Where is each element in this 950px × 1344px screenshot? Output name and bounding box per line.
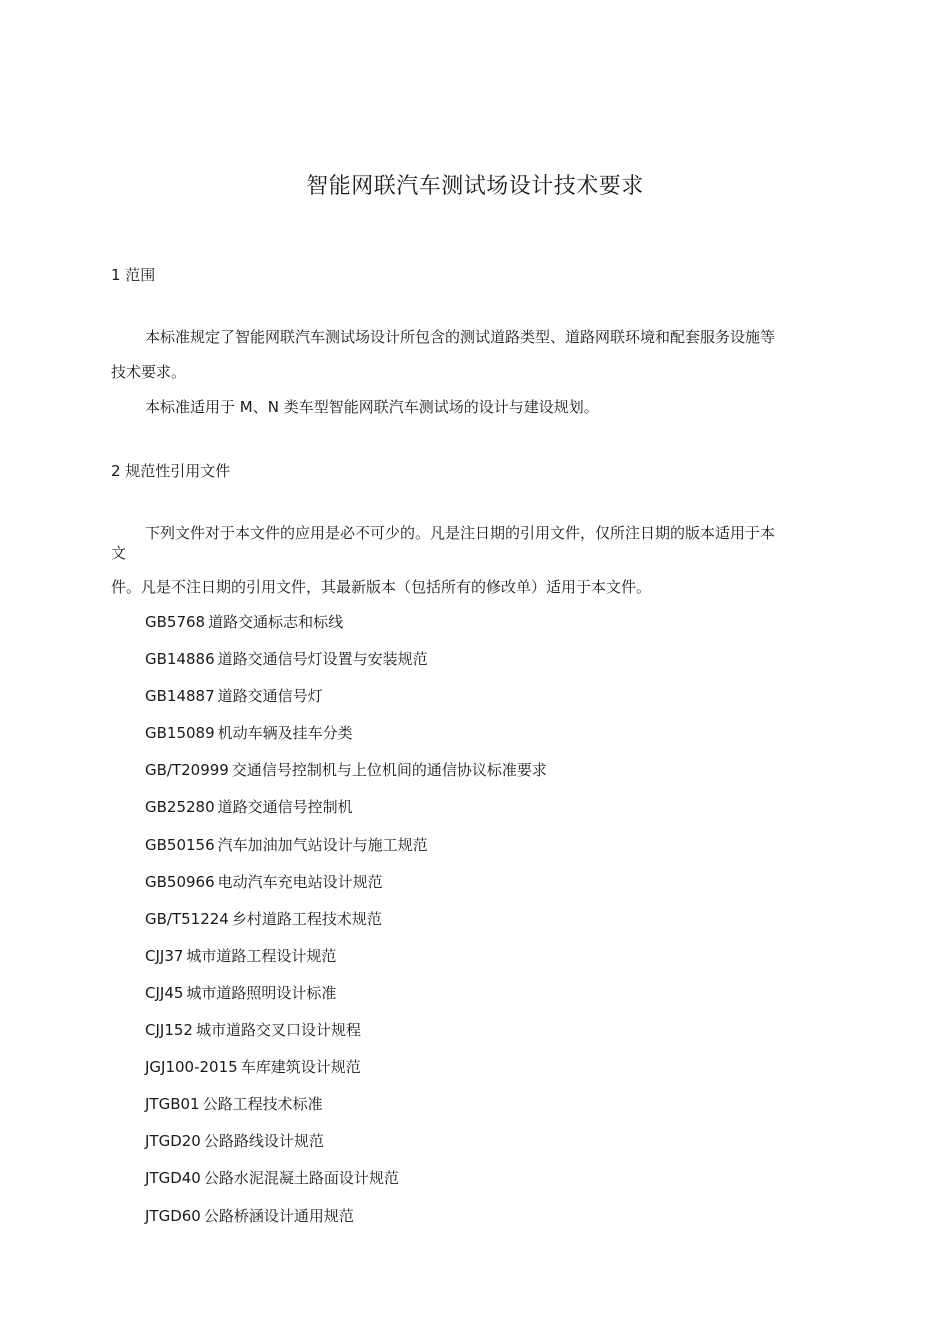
reference-name: 公路路线设计规范 (203, 1132, 324, 1151)
reference-code: JTGB01 (145, 1095, 200, 1114)
reference-item (145, 1131, 547, 1168)
reference-item (145, 686, 547, 723)
reference-item (145, 946, 547, 983)
reference-code: CJJ45 (145, 983, 184, 1002)
reference-item (145, 723, 547, 760)
scope-paragraph-line-2: 技术要求。 (111, 363, 187, 381)
reference-name: 城市道路工程设计规范 (186, 946, 337, 965)
scope-applicability-paragraph: 本标准适用于 M、N 类车型智能网联汽车测试场的设计与建设规划。 (145, 398, 599, 416)
reference-code: JGJ100-2015 (145, 1058, 238, 1077)
scope-paragraph-line-1: 本标准规定了智能网联汽车测试场设计所包含的测试道路类型、道路网联环境和配套服务设施等 (145, 328, 776, 346)
reference-name: 汽车加油加气站设计与施工规范 (217, 835, 428, 854)
reference-code: CJJ152 (145, 1021, 193, 1040)
reference-code: GB50156 (145, 835, 215, 854)
reference-item (145, 797, 547, 834)
reference-code: CJJ37 (145, 946, 184, 965)
reference-code: GB14887 (145, 687, 215, 706)
reference-name: 交通信号控制机与上位机间的通信协议标准要求 (231, 761, 547, 780)
reference-code: JTGD20 (145, 1132, 201, 1151)
reference-item (145, 1168, 547, 1205)
reference-name: 乡村道路工程技术规范 (231, 909, 382, 928)
reference-list (145, 612, 547, 1243)
reference-name: 公路水泥混凝土路面设计规范 (203, 1169, 399, 1188)
references-intro-line-2: 文 (111, 544, 127, 562)
reference-code: GB14886 (145, 650, 215, 669)
section-heading-scope: 1 范围 (111, 266, 156, 284)
reference-code: JTGD60 (145, 1206, 201, 1225)
reference-name: 机动车辆及挂车分类 (217, 724, 353, 743)
reference-code: GB25280 (145, 798, 215, 817)
reference-name: 公路桥涵设计通用规范 (203, 1206, 354, 1225)
reference-code: GB15089 (145, 724, 215, 743)
reference-item (145, 835, 547, 872)
references-intro-line-3: 件。凡是不注日期的引用文件，其最新版本（包括所有的修改单）适用于本文件。 (111, 578, 652, 596)
reference-name: 道路交通标志和标线 (208, 613, 344, 631)
section-heading-normative-references: 2 规范性引用文件 (111, 462, 231, 480)
reference-name: 城市道路交叉口设计规程 (195, 1021, 361, 1040)
reference-code: GB50966 (145, 872, 215, 891)
reference-item (145, 909, 547, 946)
references-intro-line-1: 下列文件对于本文件的应用是必不可少的。凡是注日期的引用文件，仅所注日期的版本适用于本 (145, 524, 776, 542)
reference-name: 道路交通信号灯设置与安装规范 (217, 650, 428, 669)
reference-code: JTGD40 (145, 1169, 201, 1188)
reference-item (145, 1206, 547, 1243)
reference-item (145, 649, 547, 686)
reference-code: GB/T20999 (145, 761, 229, 780)
reference-name: 城市道路照明设计标准 (186, 983, 337, 1002)
reference-item (145, 1094, 547, 1131)
reference-code: GB5768 (145, 613, 206, 631)
document-title: 智能网联汽车测试场设计技术要求 (306, 174, 644, 199)
reference-name: 电动汽车充电站设计规范 (217, 872, 383, 891)
reference-item (145, 983, 547, 1020)
reference-name: 道路交通信号灯 (217, 687, 323, 706)
reference-name: 道路交通信号控制机 (217, 798, 353, 817)
reference-item (145, 1020, 547, 1057)
reference-name: 车库建筑设计规范 (240, 1058, 361, 1077)
reference-name: 公路工程技术标准 (202, 1095, 323, 1114)
reference-item (145, 612, 547, 649)
reference-item (145, 872, 547, 909)
reference-item (145, 1057, 547, 1094)
reference-code: GB/T51224 (145, 909, 229, 928)
reference-item (145, 760, 547, 797)
